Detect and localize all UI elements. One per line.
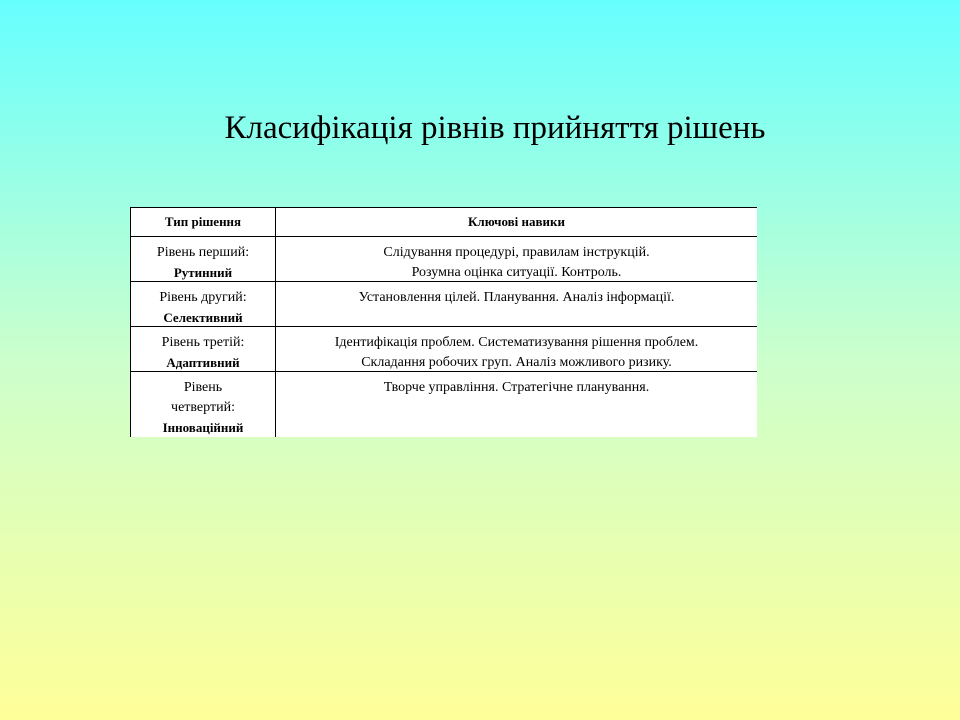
skills-text: Слідування процедурі, правилам інструкцій.	[383, 245, 650, 260]
table-row-level-1-type	[131, 237, 276, 282]
level-label: Рівень другий:	[159, 290, 247, 305]
table-row-level-1-skills	[276, 237, 757, 282]
level-label: Рівень третій:	[161, 335, 245, 350]
column-header-type: Тип рішення	[131, 208, 276, 237]
level-name: Селективний	[163, 310, 243, 325]
skills-text: Ідентифікація проблем. Систематизування рішення проблем.	[334, 335, 699, 350]
skills-text: Складання робочих груп. Аналіз можливого ризику.	[361, 355, 672, 370]
decision-levels-table	[130, 207, 757, 437]
table-row-level-3-type	[131, 327, 276, 372]
level-label: четвертий:	[171, 400, 235, 415]
level-name: Інноваційний	[162, 420, 244, 435]
table-row-level-4-type	[131, 372, 276, 437]
column-header-skills: Ключові навики	[276, 208, 757, 237]
table-row-level-2-type	[131, 282, 276, 327]
table-row-level-2-skills	[276, 282, 757, 327]
skills-text: Установлення цілей. Планування. Аналіз інформації.	[358, 290, 675, 305]
skills-text: Розумна оцінка ситуації. Контроль.	[411, 265, 622, 280]
level-name: Рутинний	[173, 265, 233, 280]
level-label: Рівень перший:	[156, 245, 250, 260]
level-label: Рівень	[183, 380, 223, 395]
slide-title: Класифікація рівнів прийняття рішень	[224, 110, 766, 146]
skills-text: Творче управління. Стратегічне планування.	[383, 380, 650, 395]
table-row-level-3-skills	[276, 327, 757, 372]
level-name: Адаптивний	[166, 355, 240, 370]
table-row-level-4-skills	[276, 372, 757, 437]
